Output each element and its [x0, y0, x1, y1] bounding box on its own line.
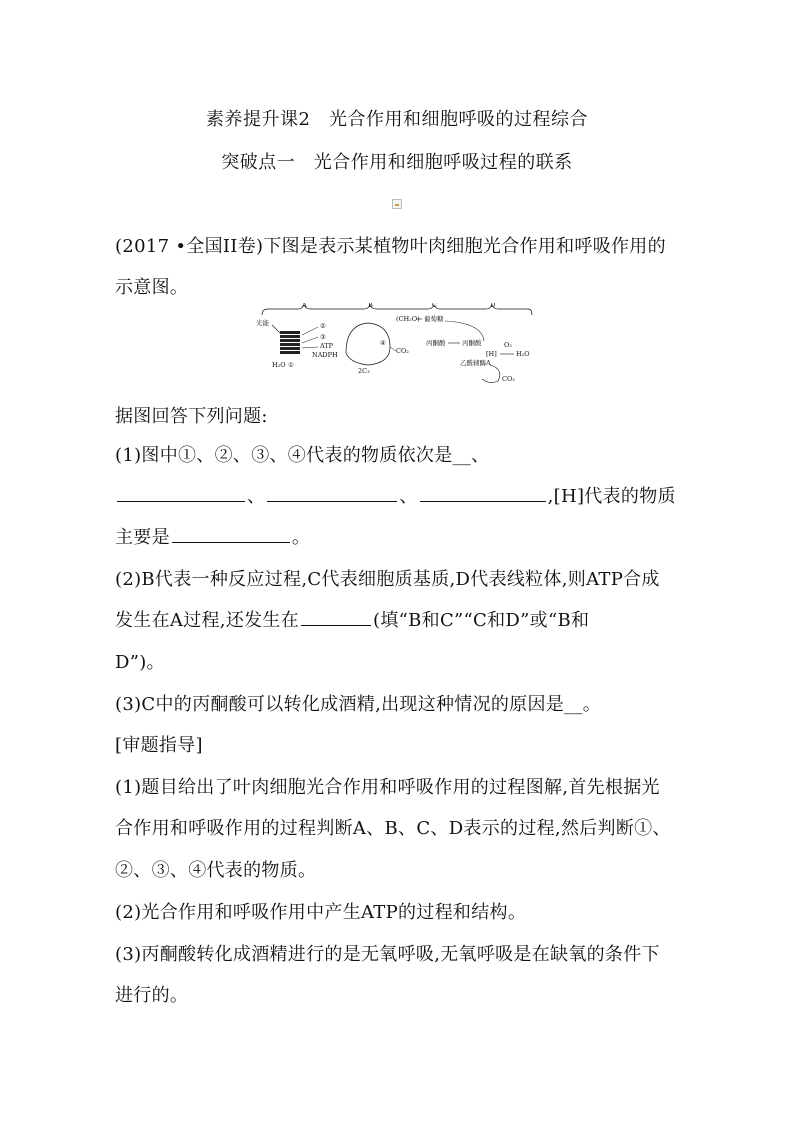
answer-blank[interactable] [420, 485, 546, 502]
label-pyruvate-c: 丙酮酸 [426, 339, 446, 347]
guide-3-line1: (3)丙酮酸转化成酒精进行的是无氧呼吸,无氧呼吸是在缺氧的条件下 [115, 944, 660, 965]
label-a: A [302, 303, 307, 309]
guide-1-line3: ②、③、④代表的物质。 [115, 860, 317, 881]
guide-heading: [审题指导] [115, 735, 203, 756]
question-2-line1: (2)B代表一种反应过程,C代表细胞质基质,D代表线粒体,则ATP合成 [115, 569, 660, 590]
question-1-line1: (1)图中①、②、③、④代表的物质依次是__、 [115, 445, 490, 466]
process-diagram [250, 303, 540, 391]
label-circle2: ② [320, 322, 326, 330]
answer-blank[interactable] [117, 485, 245, 502]
label-acetyl: 乙酰辅酶A [460, 359, 491, 367]
answer-blank[interactable] [301, 609, 371, 626]
label-circle4: ④ [380, 339, 386, 347]
question-1-line2: 、 、 ,[H]代表的物质 [115, 482, 676, 508]
question-1-line3: 主要是 。 [115, 527, 311, 548]
broken-image-icon [392, 199, 402, 209]
label-2c3: 2C₃ [358, 367, 370, 375]
label-nadph: NADPH [312, 351, 338, 359]
answer-blank[interactable] [172, 526, 290, 543]
page-title: 素养提升课2 光合作用和细胞呼吸的过程综合 [206, 109, 588, 130]
guide-1-line2: 合作用和呼吸作用的过程判断A、B、C、D表示的过程,然后判断①、 [115, 818, 671, 839]
label-circle3: ③ [320, 333, 326, 341]
label-o2: O₂ [504, 341, 512, 349]
question-intro-line2: 示意图。 [115, 277, 189, 298]
label-light: 光能 [256, 319, 269, 327]
label-c: C [432, 303, 437, 309]
question-intro-line1: (2017 •全国II卷)下图是表示某植物叶肉细胞光合作用和呼吸作用的 [115, 236, 666, 257]
question-2-line2: 发生在A过程,还发生在 (填“B和C”“C和D”或“B和 [115, 610, 590, 631]
label-glucose: 葡萄糖 [424, 315, 444, 323]
answer-blank[interactable] [267, 485, 397, 502]
label-co2-d: CO₂ [502, 375, 515, 383]
thylakoid-stack [280, 331, 300, 354]
section-title: 突破点一 光合作用和细胞呼吸过程的联系 [221, 152, 573, 173]
label-b: B [368, 303, 373, 309]
label-ch2o: (CH₂O) [396, 315, 420, 323]
question-2-line3: D”)。 [115, 652, 165, 673]
question-3-line1: (3)C中的丙酮酸可以转化成酒精,出现这种情况的原因是__。 [115, 694, 601, 715]
guide-1-line1: (1)题目给出了叶肉细胞光合作用和呼吸作用的过程图解,首先根据光 [115, 777, 660, 798]
label-h2o-d: H₂O [516, 350, 530, 358]
label-pyruvate-d: 丙酮酸 [462, 339, 482, 347]
label-h2o: H₂O [272, 361, 286, 369]
guide-2-line1: (2)光合作用和呼吸作用中产生ATP的过程和结构。 [115, 902, 527, 923]
label-h: [H] [486, 350, 497, 358]
guide-3-line2: 进行的。 [115, 985, 189, 1006]
label-co2-b: CO₂ [396, 347, 409, 355]
label-circle1: ① [288, 361, 294, 369]
prompt-text: 据图回答下列问题: [115, 406, 268, 427]
label-d: D [490, 303, 496, 309]
label-atp: ATP [320, 342, 334, 350]
